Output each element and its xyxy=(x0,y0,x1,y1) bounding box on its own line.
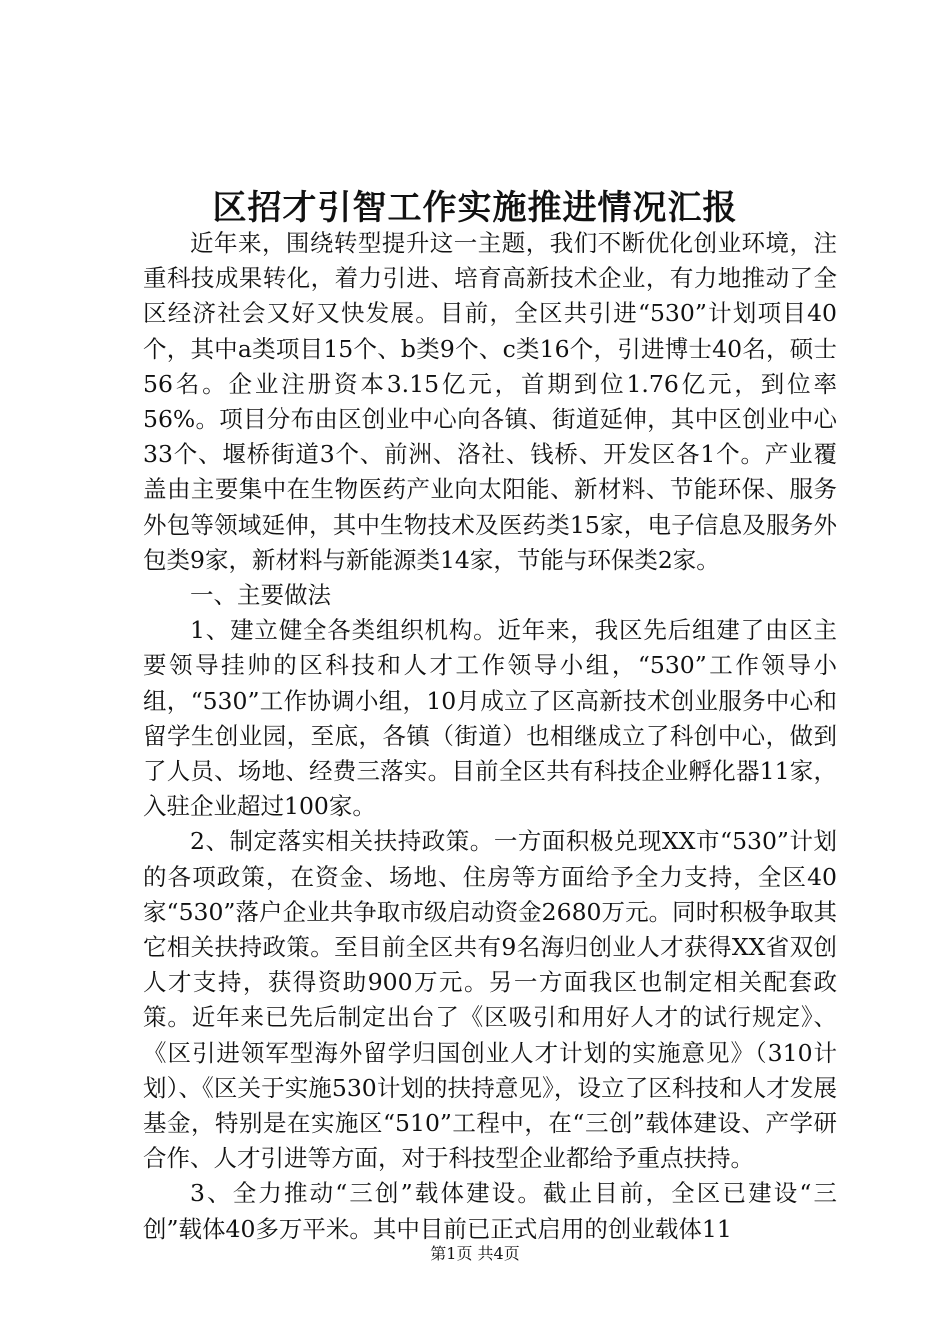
paragraph-intro: 近年来，围绕转型提升这一主题，我们不断优化创业环境，注重科技成果转化，着力引进、培育高新技术企业，有力地推动了全区经济社会又好又快发展。目前，全区共引进“530”计划项目40个，其中a类项目15个、b类9个、c类16个，引进博士40名，硕士56名。企业注册资本3.15亿元，首期到位1.76亿元，到位率56%。项目分布由区创业中心向各镇、街道延伸，其中区创业中心33个、堰桥街道3个、前洲、洛社、钱桥、开发区各1个。产业覆盖由主要集中在生物医药产业向太阳能、新材料、节能环保、服务外包等领域延伸，其中生物技术及医药类15家，电子信息及服务外包类9家，新材料与新能源类14家，节能与环保类2家。 xyxy=(143,229,837,574)
paragraph-item-1: 1、建立健全各类组织机构。近年来，我区先后组建了由区主要领导挂帅的区科技和人才工作领导小组，“530”工作领导小组，“530”工作协调小组，10月成立了区高新技术创业服务中心和留学生创业园，至底，各镇（街道）也相继成立了科创中心，做到了人员、场地、经费三落实。目前全区共有科技企业孵化器11家，入驻企业超过100家。 xyxy=(143,616,837,821)
paragraph-item-2: 2、制定落实相关扶持政策。一方面积极兑现XX市“530”计划的各项政策，在资金、场地、住房等方面给予全力支持，全区40家“530”落户企业共争取市级启动资金2680万元。同时积极争取其它相关扶持政策。至目前全区共有9名海归创业人才获得XX省双创人才支持，获得资助900万元。另一方面我区也制定相关配套政策。近年来已先后制定出台了《区吸引和用好人才的试行规定》、《区引进领军型海外留学归国创业人才计划的实施意见》（310计划）、《区关于实施530计划的扶持意见》，设立了区科技和人才发展基金，特别是在实施区“510”工程中，在“三创”载体建设、产学研合作、人才引进等方面，对于科技型企业都给予重点扶持。 xyxy=(143,827,837,1173)
paragraph-item-3: 3、全力推动“三创”载体建设。截止目前，全区已建设“三创”载体40多万平米。其中目前已正式启用的创业载体11 xyxy=(143,1179,837,1243)
section-heading-main-practices: 一、主要做法 xyxy=(190,581,331,610)
document-title: 区招才引智工作实施推进情况汇报 xyxy=(212,188,738,228)
document-body xyxy=(143,226,837,1247)
page-footer: 第1页 共4页 xyxy=(430,1244,520,1263)
